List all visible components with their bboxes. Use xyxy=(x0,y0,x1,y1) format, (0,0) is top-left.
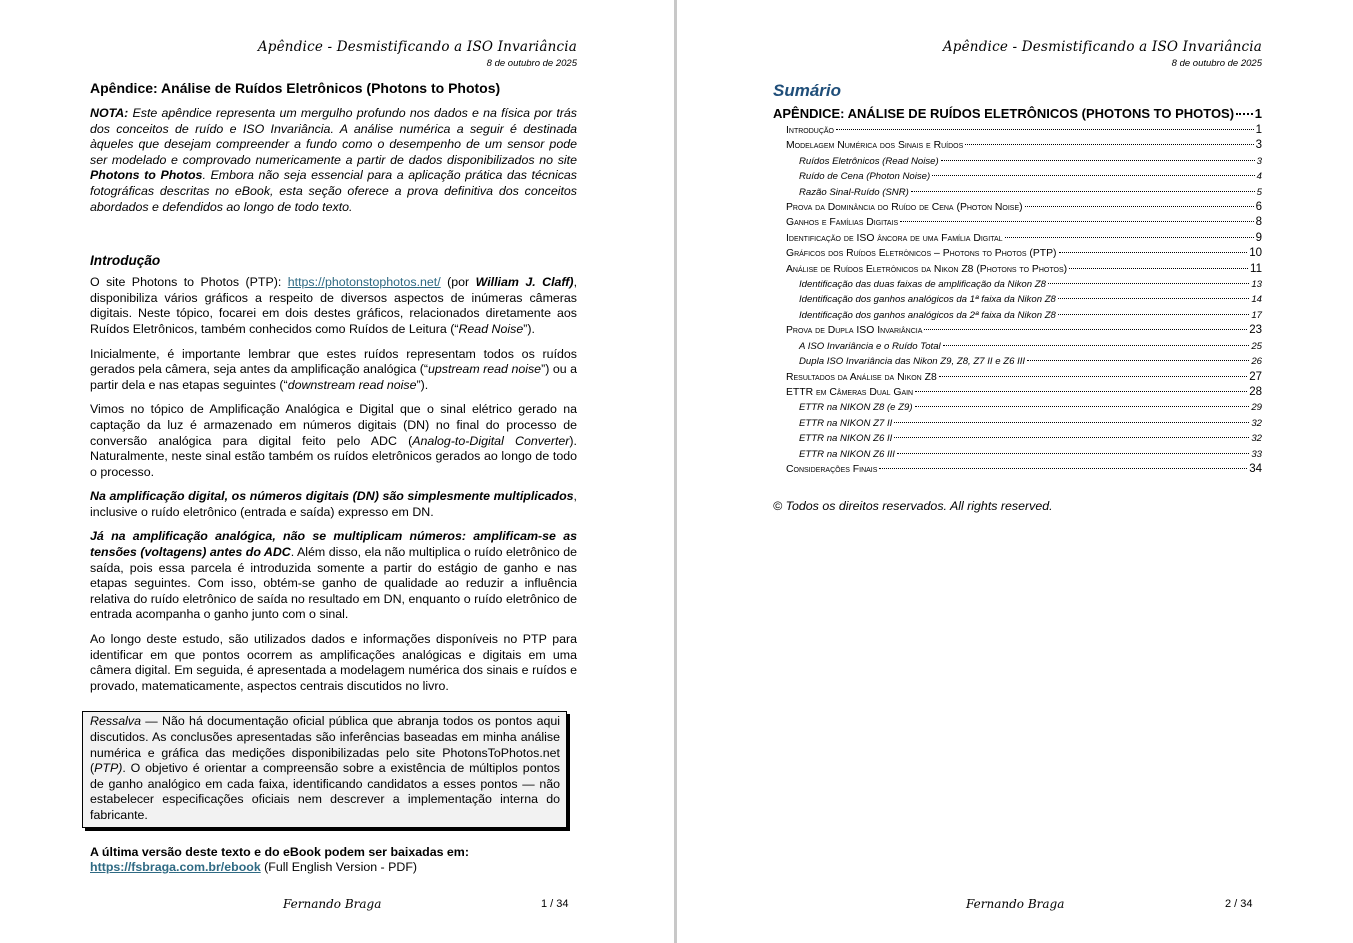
toc-dot-leader xyxy=(943,345,1250,346)
text: ). Naturalmente, neste sinal estão também os ruídos eletrônicos gerados ao longo de todo o processo. xyxy=(90,433,577,479)
toc-entry[interactable] xyxy=(773,447,1262,462)
toc-entry-label: Gráficos dos Ruídos Eletrônicos – Photons to Photos (PTP) xyxy=(786,248,1057,260)
toc-entry-page: 13 xyxy=(1251,279,1262,291)
italic-text: Analog-to-Digital Converter xyxy=(412,433,570,448)
page-content xyxy=(90,80,577,876)
toc-entry-label: A ISO Invariância e o Ruído Total xyxy=(799,340,941,352)
toc-dot-leader xyxy=(1048,283,1249,284)
footer-page-number: 1 / 34 xyxy=(541,898,569,910)
footer-page-number: 2 / 34 xyxy=(1225,898,1253,910)
text: , inclusive o ruído eletrônico (entrada e saída) expresso em DN. xyxy=(90,489,577,519)
toc-dot-leader xyxy=(894,437,1249,438)
toc-entry[interactable] xyxy=(773,277,1262,292)
toc-dot-leader xyxy=(900,221,1253,222)
text: . O objetivo é orientar a compreensão sobre a existência de múltiplos pontos de ganho analógico em cada faixa, identificando candidatos a esses pontos — não estabelecer especificações oficiais nem descrever a implementação interna do fabricante. xyxy=(90,761,560,822)
toc-dot-leader xyxy=(1059,252,1248,253)
note-text-2: . Embora não seja essencial para a aplicação prática das técnicas fotográficas descritas no eBook, esta seção oferece a prova definitiva dos conceitos abordados e defendidos ao longo de todo texto. xyxy=(90,168,578,214)
toc-dot-leader xyxy=(1236,113,1253,115)
toc-entry-label: Modelagem Numérica dos Sinais e Ruídos xyxy=(786,140,964,152)
toc-entry[interactable] xyxy=(773,370,1262,385)
toc-entry[interactable] xyxy=(773,215,1262,230)
toc-entry-page: 32 xyxy=(1251,433,1262,445)
paragraph-6: Ao longo deste estudo, são utilizados dados e informações disponíveis no PTP para identificar em que pontos ocorrem as amplificações analógicas e digitais em uma câmera digital. Em seguida, é apresentada a modelagem numérica dos sinais e ruídos e provado, matematicamente, aspectos centrais discutidos no livro. xyxy=(90,632,577,693)
download-section xyxy=(90,845,577,876)
toc-entry-page: 1 xyxy=(1255,124,1262,136)
footer-author: Fernando Braga xyxy=(283,897,382,911)
toc-entry-page: 8 xyxy=(1255,216,1262,229)
paragraph-4 xyxy=(90,489,577,520)
toc-entry[interactable] xyxy=(773,308,1262,323)
paragraph-2 xyxy=(90,347,577,394)
italic-text: upstream read noise xyxy=(427,362,542,377)
toc-dot-leader xyxy=(897,453,1249,454)
toc-entry[interactable] xyxy=(773,104,1262,123)
italic-text: PTP) xyxy=(94,761,123,776)
toc-entry-page: 17 xyxy=(1251,309,1262,321)
toc-entry-label: APÊNDICE: ANÁLISE DE RUÍDOS ELETRÔNICOS (PHOTONS TO PHOTOS) xyxy=(773,106,1235,121)
toc-entry[interactable] xyxy=(773,262,1262,277)
toc-dot-leader xyxy=(1069,268,1248,269)
toc-entry-label: ETTR em Câmeras Dual Gain xyxy=(786,386,914,398)
toc-entry[interactable] xyxy=(773,339,1262,354)
toc-entry-label: Ruído de Cena (Photon Noise) xyxy=(799,171,931,183)
toc-entry-label: ETTR na NIKON Z8 (e Z9) xyxy=(799,402,913,414)
ebook-link[interactable]: https://fsbraga.com.br/ebook xyxy=(90,860,261,875)
toc-entry-label: Ganhos e Famílias Digitais xyxy=(786,217,899,229)
toc-entry-page: 6 xyxy=(1255,201,1262,214)
toc-entry-page: 32 xyxy=(1251,417,1262,429)
italic-text: Read Noise xyxy=(458,321,524,336)
toc-entry-page: 25 xyxy=(1251,340,1262,352)
disclaimer-lead: Ressalva xyxy=(90,714,141,729)
text: ”). xyxy=(416,377,429,392)
header-date: 8 de outubro de 2025 xyxy=(486,58,577,69)
toc-dot-leader xyxy=(915,391,1247,392)
toc-entry[interactable] xyxy=(773,123,1262,138)
toc-entry-label: ETTR na NIKON Z6 II xyxy=(799,433,893,445)
toc-entry[interactable] xyxy=(773,323,1262,338)
page-header xyxy=(90,39,577,73)
toc-entry[interactable] xyxy=(773,292,1262,307)
toc-entry-page: 29 xyxy=(1251,402,1262,414)
toc-entry[interactable] xyxy=(773,416,1262,431)
toc-dot-leader xyxy=(911,191,1255,192)
toc-entry[interactable] xyxy=(773,400,1262,415)
text: ”) ou a partir dela e nas etapas seguintes (“ xyxy=(90,362,577,392)
header-title: Apêndice - Desmistificando a ISO Invariância xyxy=(257,39,577,55)
italic-text: downstream read noise xyxy=(287,377,417,392)
document-page-1 xyxy=(0,0,674,943)
toc-entry-label: Considerações Finais xyxy=(786,463,878,475)
toc-dot-leader xyxy=(1025,206,1254,207)
bold-italic-text: Já na amplificação analógica, não se multiplicam números: amplificam-se as tensões (voltagens) antes do ADC xyxy=(90,529,577,560)
header-date: 8 de outubro de 2025 xyxy=(1171,58,1262,69)
toc-entry-label: Identificação dos ganhos analógicos da 2ª faixa da Nikon Z8 xyxy=(799,309,1056,321)
text: Vimos no tópico de Amplificação Analógica e Digital que o sinal elétrico gerado na captação da luz é armazenado em números digitais (DN) no final do processo de conversão analógica para digital feito pelo ADC ( xyxy=(90,402,577,448)
toc-entry-page: 3 xyxy=(1255,139,1262,152)
disclaimer-box xyxy=(82,711,567,827)
toc-entry[interactable] xyxy=(773,431,1262,446)
toc-dot-leader xyxy=(965,144,1253,145)
document-page-2 xyxy=(677,0,1353,943)
author-name: William J. Claff) xyxy=(475,275,574,290)
page-content xyxy=(773,80,1262,514)
toc-entry-label: Identificação das duas faixas de amplificação da Nikon Z8 xyxy=(799,279,1046,291)
toc-entry-label: Introdução xyxy=(786,125,834,136)
toc-entry-page: 28 xyxy=(1249,385,1262,398)
toc-entry-label: Ruídos Eletrônicos (Read Noise) xyxy=(799,155,939,167)
toc-entry-page: 5 xyxy=(1256,186,1262,198)
toc-dot-leader xyxy=(924,329,1247,330)
toc-entry-label: Dupla ISO Invariância das Nikon Z9, Z8, Z7 II e Z6 III xyxy=(799,356,1026,368)
note-lead: NOTA: xyxy=(90,106,129,120)
page-header xyxy=(773,39,1262,73)
toc-entry-label: Análise de Ruídos Eletrônicos da Nikon Z8 (Photons to Photos) xyxy=(786,263,1068,275)
text: , disponibiliza vários gráficos a respeito de diversos aspectos de inúmeras câmeras digitais. Neste tópico, focarei em dois destes gráficos, relacionados diretamente aos Ruídos Eletrônicos, também conhecidos como Ruídos de Leitura (“ xyxy=(90,275,578,336)
note-paragraph xyxy=(90,106,577,215)
text: . Além disso, ela não multiplica o ruído eletrônico de saída, pois essa parcela é introduzida somente a partir do estágio de ganho e nas etapas seguintes. Com isso, obtém-se ganho de qualidade ao reduzir a influência relativa do ruído eletrônico de saída no resultado em DN, enquanto o ruído eletrônico de entrada acompanha o ganho junto com o sinal. xyxy=(90,545,577,622)
toc-entry-label: Prova da Dominância do Ruído de Cena (Photon Noise) xyxy=(786,202,1023,214)
text: O site Photons to Photos (PTP): xyxy=(90,275,288,290)
copyright-notice: © Todos os direitos reservados. All rights reserved. xyxy=(773,499,1053,514)
toc-entry-page: 34 xyxy=(1249,462,1262,475)
toc-entry[interactable] xyxy=(773,354,1262,369)
toc-entry-page: 9 xyxy=(1255,231,1262,244)
toc-entry-label: Prova de Dupla ISO Invariância xyxy=(786,325,923,337)
disclaimer-text xyxy=(90,714,560,823)
note-text-1: Este apêndice representa um mergulho profundo nos dados e na física por trás dos conceitos de ruído e ISO Invariância. A análise numérica a seguir é destinada àqueles que desejam compreender a fundo como o desempenho de um sensor pode ser modelado e comprovado numericamente a partir de dados disponibilizados no site xyxy=(90,106,577,167)
header-title: Apêndice - Desmistificando a ISO Invariância xyxy=(942,39,1262,55)
toc-entry[interactable] xyxy=(773,200,1262,215)
section-heading-introducao: Introdução xyxy=(90,253,161,269)
toc-entry-page: 10 xyxy=(1249,247,1262,260)
text: (por xyxy=(440,275,476,290)
toc-entry[interactable] xyxy=(773,138,1262,153)
toc-entry[interactable] xyxy=(773,385,1262,400)
toc-entry-page: 14 xyxy=(1251,294,1262,306)
toc-dot-leader xyxy=(915,406,1250,407)
toc-entry-label: Identificação de ISO âncora de uma Família Digital xyxy=(786,232,1003,244)
table-of-contents xyxy=(773,104,1262,477)
toc-entry[interactable] xyxy=(773,231,1262,246)
toc-entry-label: Resultados da Análise da Nikon Z8 xyxy=(786,371,937,383)
toc-entry-page: 26 xyxy=(1251,356,1262,368)
toc-entry[interactable] xyxy=(773,246,1262,261)
toc-dot-leader xyxy=(879,468,1247,469)
toc-entry-label: ETTR na NIKON Z6 III xyxy=(799,448,895,460)
paragraph-5 xyxy=(90,529,577,623)
document-title: Apêndice: Análise de Ruídos Eletrônicos (Photons to Photos) xyxy=(90,80,501,96)
toc-entry-label: Identificação dos ganhos analógicos da 1ª faixa da Nikon Z8 xyxy=(799,294,1056,306)
toc-entry[interactable] xyxy=(773,154,1262,169)
note-bold: Photons to Photos xyxy=(90,168,203,183)
toc-entry-page: 4 xyxy=(1256,171,1262,183)
toc-entry-label: ETTR na NIKON Z7 II xyxy=(799,417,893,429)
toc-entry-page: 23 xyxy=(1249,324,1262,337)
text: Inicialmente, é importante lembrar que estes ruídos representam todos os ruídos gerados pela câmera, seja antes da amplificação analógica (“ xyxy=(90,346,577,377)
toc-dot-leader xyxy=(836,129,1254,130)
toc-entry[interactable] xyxy=(773,169,1262,184)
toc-entry-label: Razão Sinal-Ruído (SNR) xyxy=(799,186,909,198)
toc-dot-leader xyxy=(939,376,1247,377)
toc-dot-leader xyxy=(1058,314,1249,315)
toc-entry[interactable] xyxy=(773,185,1262,200)
toc-entry-page: 27 xyxy=(1249,370,1262,383)
download-suffix: (Full English Version - PDF) xyxy=(260,860,418,875)
text: — Não há documentação oficial pública que abranja todos os pontos aqui discutidos. As conclusões apresentadas são inferências baseadas em minha análise numérica e gráfica das medições disponibilizadas pelo site PhotonsToPhotos.net ( xyxy=(90,714,560,776)
toc-dot-leader xyxy=(894,422,1249,423)
toc-entry-page: 3 xyxy=(1256,155,1262,167)
toc-entry[interactable] xyxy=(773,462,1262,477)
text: ”). xyxy=(523,321,535,336)
ptp-link[interactable]: https://photonstophotos.net/ xyxy=(287,275,441,290)
download-label: A última versão deste texto e do eBook podem ser baixadas em: xyxy=(90,844,469,859)
toc-dot-leader xyxy=(932,175,1254,176)
toc-entry-page: 11 xyxy=(1250,262,1262,275)
paragraph-1 xyxy=(90,275,577,337)
toc-entry-page: 33 xyxy=(1251,448,1262,460)
bold-italic-text: Na amplificação digital, os números digitais (DN) são simplesmente multiplicados xyxy=(90,489,574,504)
toc-dot-leader xyxy=(1027,360,1249,361)
toc-dot-leader xyxy=(1058,298,1249,299)
paragraph-3 xyxy=(90,402,577,480)
footer-author: Fernando Braga xyxy=(966,897,1065,911)
toc-title: Sumário xyxy=(773,81,842,100)
toc-dot-leader xyxy=(1005,237,1254,238)
toc-dot-leader xyxy=(941,160,1255,161)
toc-entry-page: 1 xyxy=(1254,106,1262,121)
